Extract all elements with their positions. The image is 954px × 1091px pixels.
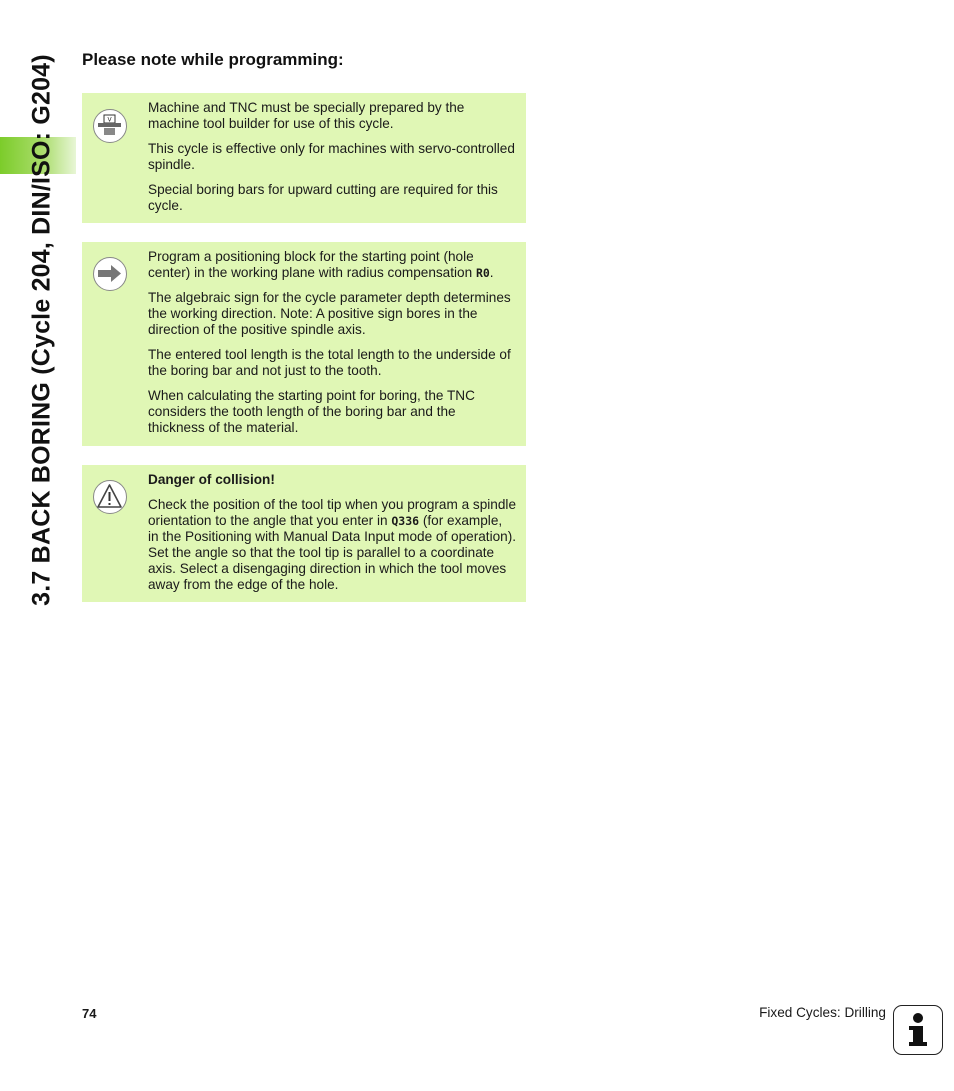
warning-note	[82, 465, 526, 602]
info-icon	[893, 1005, 943, 1055]
machine-icon	[93, 109, 127, 143]
note-paragraph	[148, 497, 516, 593]
arrow-right-icon	[93, 257, 127, 291]
warning-title: Danger of collision!	[148, 472, 275, 487]
note-paragraph: Special boring bars for upward cutting are required for this cycle.	[148, 182, 498, 213]
warning-icon	[93, 480, 127, 514]
text-segment: (for example, in the Positioning with Manual Data Input mode of operation). Set the angle so that the tool tip is parallel to a coordinate axis. Select a disengaging direction in which the tool moves away from the edge of the hole.	[148, 513, 517, 592]
programming-note	[82, 242, 526, 446]
page-number: 74	[82, 1006, 97, 1021]
note-paragraph: This cycle is effective only for machines with servo-controlled spindle.	[148, 141, 515, 172]
code-q336: Q336	[391, 514, 420, 528]
note-paragraph: Machine and TNC must be specially prepared by the machine tool builder for use of this cycle.	[148, 100, 465, 131]
note-paragraph: The entered tool length is the total length to the underside of the boring bar and not just to the tooth.	[148, 347, 511, 378]
text-segment: .	[489, 265, 494, 280]
note-paragraph: The algebraic sign for the cycle parameter depth determines the working direction. Note: A positive sign bores in the direction of the positive spindle axis.	[148, 290, 511, 337]
footer-chapter-title: Fixed Cycles: Drilling	[759, 1005, 886, 1020]
svg-text:V: V	[107, 116, 112, 124]
text-segment: Check the position of the tool tip when you program a spindle orientation to the angle that you enter in	[148, 497, 517, 528]
machine-note	[82, 93, 526, 223]
text-segment: Program a positioning block for the starting point (hole center) in the working plane with radius compensation	[148, 249, 476, 280]
code-r0: R0	[475, 266, 490, 280]
note-paragraph: When calculating the starting point for boring, the TNC considers the tooth length of the boring bar and the thickness of the material.	[148, 388, 475, 435]
page-heading: Please note while programming:	[82, 50, 344, 69]
chapter-section-title: 3.7 BACK BORING (Cycle 204, DIN/ISO: G204)	[27, 54, 56, 606]
note-paragraph	[148, 249, 516, 281]
